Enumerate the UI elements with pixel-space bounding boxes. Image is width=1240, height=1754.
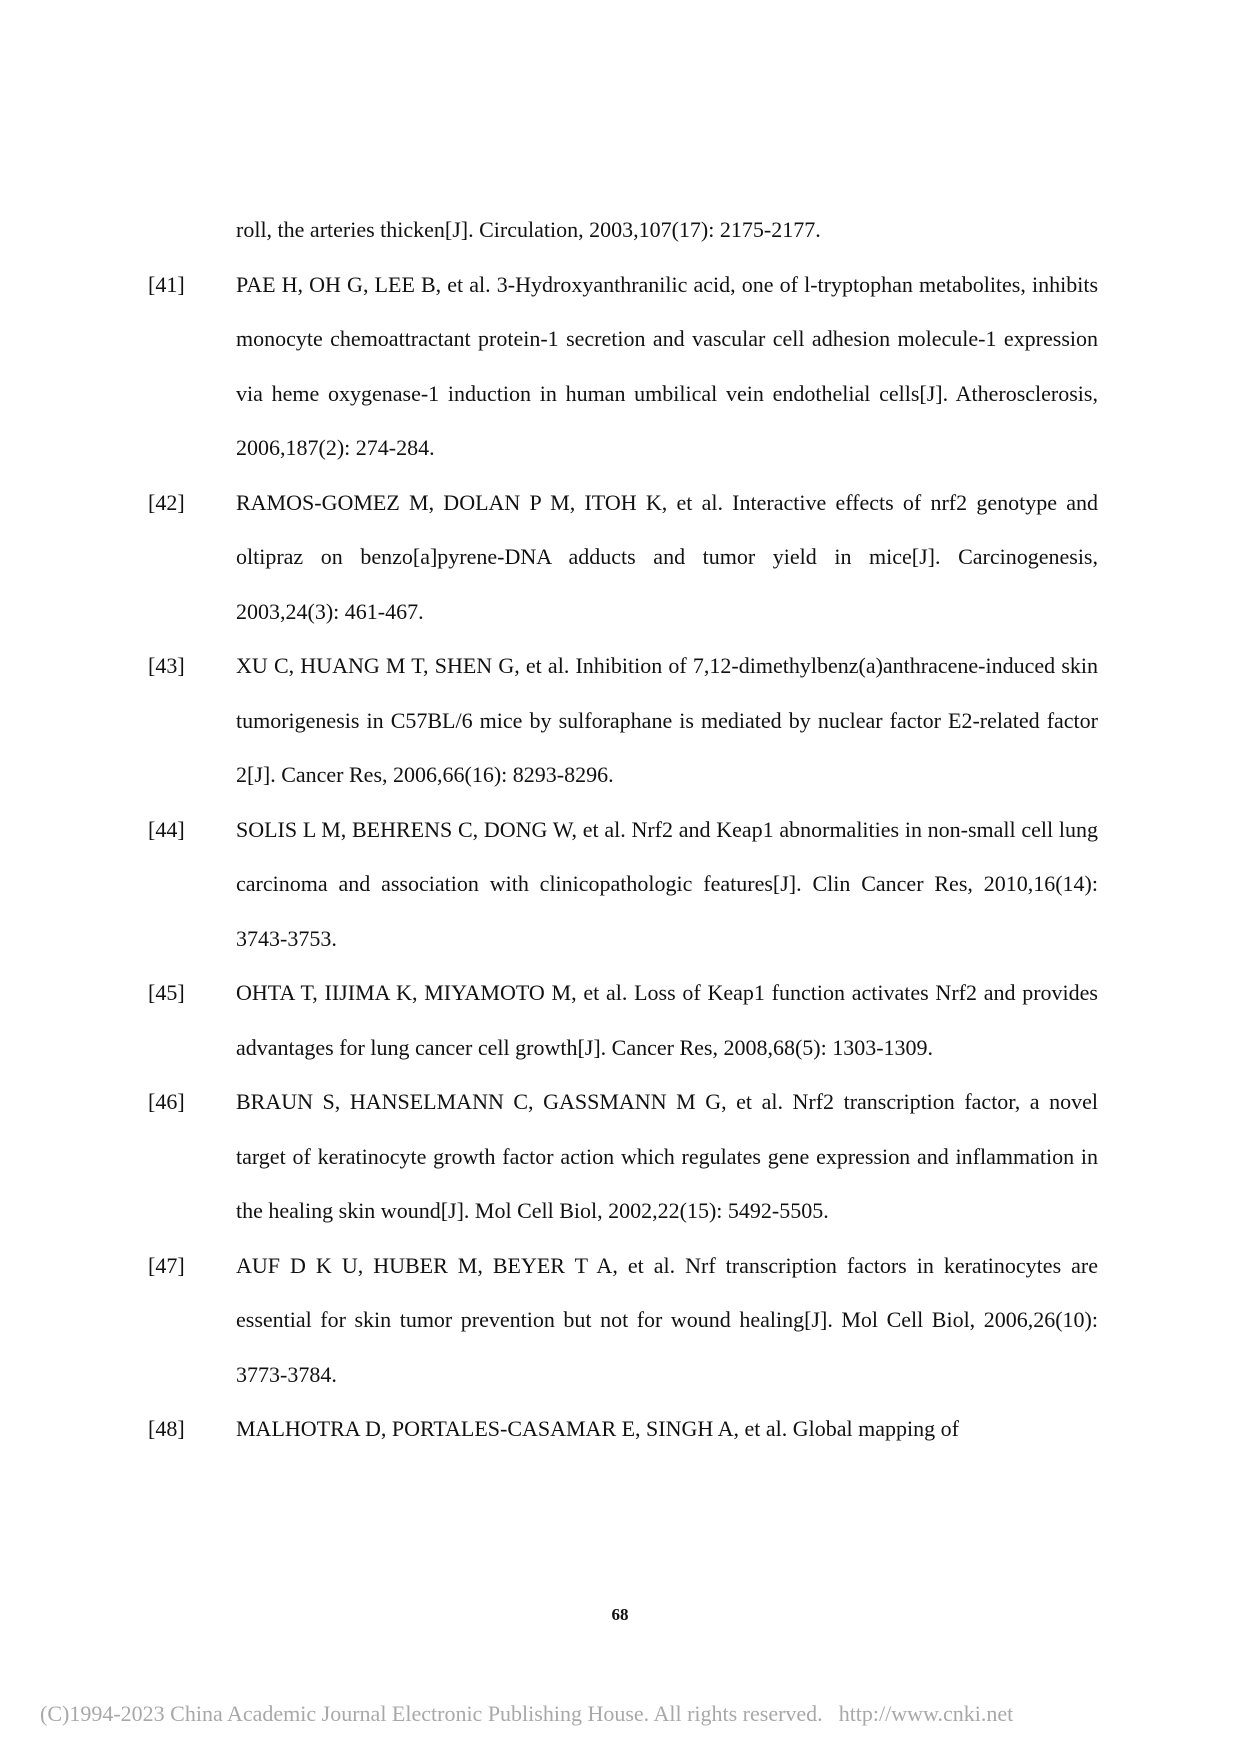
reference-number: [46] — [148, 1089, 185, 1114]
reference-item — [148, 1402, 1098, 1457]
reference-text: OHTA T, IIJIMA K, MIYAMOTO M, et al. Loss of Keap1 function activates Nrf2 and provides advantages for lung cancer cell growth[J]. Cancer Res, 2008,68(5): 1303-1309. — [236, 980, 1098, 1060]
reference-text: SOLIS L M, BEHRENS C, DONG W, et al. Nrf2 and Keap1 abnormalities in non-small cell lung carcinoma and association with clinicopathologic features[J]. Clin Cancer Res, 2010,16(14): 3743-3753. — [236, 816, 1098, 951]
reference-item — [148, 639, 1098, 803]
reference-text: RAMOS-GOMEZ M, DOLAN P M, ITOH K, et al. Interactive effects of nrf2 genotype and oltipraz on benzo[a]pyrene-DNA adducts and tumor yield in mice[J]. Carcinogenesis, 2003,24(3): 461-467. — [236, 489, 1098, 624]
footer-url: http://www.cnki.net — [838, 1701, 1014, 1726]
copyright-text: (C)1994-2023 China Academic Journal Electronic Publishing House. All rights reserved. — [40, 1701, 823, 1726]
reference-item — [148, 203, 1098, 258]
reference-text: BRAUN S, HANSELMANN C, GASSMANN M G, et al. Nrf2 transcription factor, a novel target of keratinocyte growth factor action which regulates gene expression and inflammation in the healing skin wound[J]. Mol Cell Biol, 2002,22(15): 5492-5505. — [236, 1089, 1098, 1223]
page-number: 68 — [611, 1605, 629, 1624]
reference-number: [45] — [148, 980, 185, 1005]
reference-text: roll, the arteries thicken[J]. Circulation, 2003,107(17): 2175-2177. — [236, 217, 821, 242]
reference-text: PAE H, OH G, LEE B, et al. 3-Hydroxyanthranilic acid, one of l-tryptophan metabolites, inhibits monocyte chemoattractant protein-1 secretion and vascular cell adhesion molecule-1 expression via heme oxygenase-1 induction in human umbilical vein endothelial cells[J]. Atherosclerosis, 2006,187(2): 274-284. — [236, 271, 1098, 460]
reference-number: [43] — [148, 653, 185, 678]
reference-text: MALHOTRA D, PORTALES-CASAMAR E, SINGH A, et al. Global mapping of — [236, 1416, 959, 1441]
reference-item — [148, 966, 1098, 1075]
copyright-footer — [40, 1700, 1220, 1728]
reference-number: [47] — [148, 1252, 185, 1278]
reference-list — [148, 203, 1098, 1457]
reference-text: AUF D K U, HUBER M, BEYER T A, et al. Nrf transcription factors in keratinocytes are essential for skin tumor prevention but not for wound healing[J]. Mol Cell Biol, 2006,26(10): 3773-3784. — [236, 1252, 1098, 1387]
reference-item — [148, 1239, 1098, 1403]
reference-item — [148, 476, 1098, 640]
reference-item — [148, 258, 1098, 476]
reference-number: [48] — [148, 1416, 185, 1441]
reference-number: [42] — [148, 489, 185, 515]
reference-item — [148, 1075, 1098, 1239]
reference-text: XU C, HUANG M T, SHEN G, et al. Inhibition of 7,12-dimethylbenz(a)anthracene-induced skin tumorigenesis in C57BL/6 mice by sulforaphane is mediated by nuclear factor E2-related factor 2[J]. Cancer Res, 2006,66(16): 8293-8296. — [236, 653, 1098, 787]
reference-number: [41] — [148, 271, 185, 297]
reference-number: [44] — [148, 816, 185, 842]
reference-item — [148, 803, 1098, 967]
